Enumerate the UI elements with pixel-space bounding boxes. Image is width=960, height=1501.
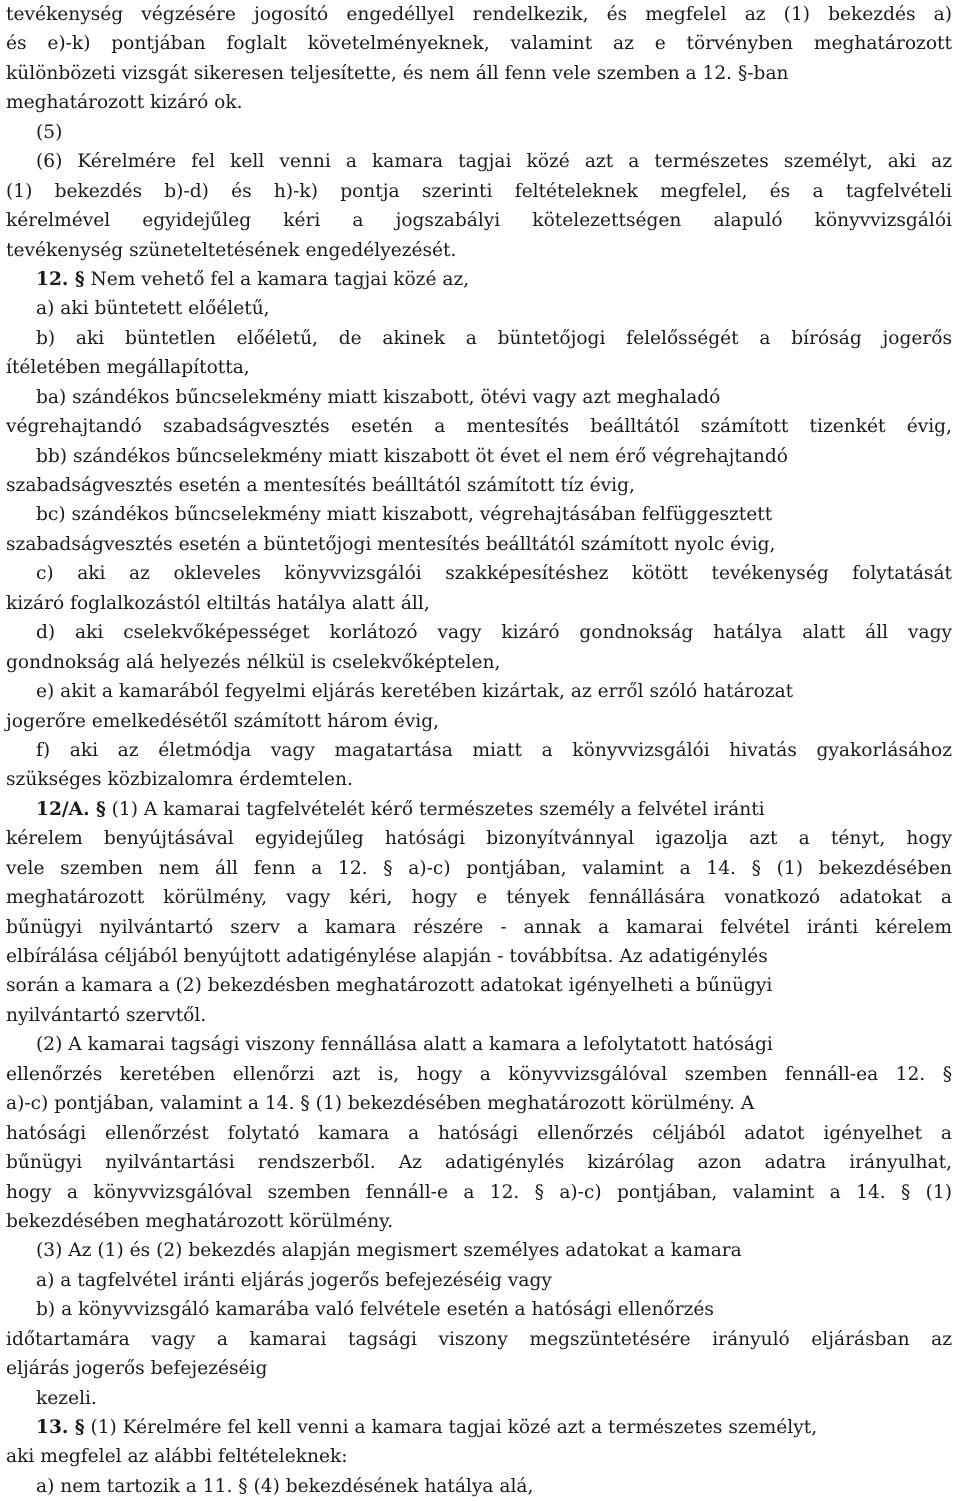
text-line: [6, 1236, 952, 1265]
text-line: [6, 942, 952, 971]
text-line: [6, 0, 952, 29]
text-line: [6, 1119, 952, 1148]
text-line: [6, 177, 952, 206]
line-text: bűnügyi nyilvántartási rendszerből. Az adatigénylés kizárólag azon adatra irányulhat,: [6, 1152, 952, 1174]
line-text: nyilvántartó szervtől.: [6, 1004, 207, 1026]
text-line: [6, 1030, 952, 1059]
line-text: ítéletében megállapította,: [6, 357, 250, 379]
text-line: [6, 1413, 952, 1442]
text-line: [6, 707, 952, 736]
text-line: [6, 1148, 952, 1177]
text-line: [6, 265, 952, 294]
text-line: [6, 1089, 952, 1118]
text-line: [6, 1001, 952, 1030]
text-line: [6, 1266, 952, 1295]
text-line: [6, 353, 952, 382]
section-number: 12. §: [36, 268, 85, 290]
text-line: [6, 1207, 952, 1236]
line-text: a) aki büntetett előéletű,: [36, 298, 270, 320]
line-text: (1) A kamarai tagfelvételét kérő természetes személy a felvétel iránti: [105, 798, 765, 820]
text-line: [6, 412, 952, 441]
text-line: [6, 1472, 952, 1501]
text-line: [6, 648, 952, 677]
text-line: [6, 1295, 952, 1324]
line-text: (1) bekezdés b)-d) és h)-k) pontja szerinti feltételeknek megfelel, és a tagfelvételi: [6, 180, 952, 202]
line-text: (1) Kérelmére fel kell venni a kamara tagjai közé azt a természetes személyt,: [84, 1417, 818, 1438]
line-text: tevékenység szüneteltetésének engedélyezését.: [6, 239, 457, 261]
text-line: [6, 383, 952, 412]
line-text: b) a könyvvizsgáló kamarába való felvétele esetén a hatósági ellenőrzés: [36, 1299, 714, 1321]
line-text: d) aki cselekvőképességet korlátozó vagy kizáró gondnokság hatálya alatt áll vagy: [36, 622, 952, 644]
text-line: [6, 88, 952, 117]
line-text: bc) szándékos bűncselekmény miatt kiszabott, végrehajtásában felfüggesztett: [36, 504, 773, 526]
line-text: hatósági ellenőrzést folytató kamara a hatósági ellenőrzés céljából adatot igényelhet a: [6, 1122, 952, 1144]
text-line: [6, 765, 952, 794]
line-text: tevékenység végzésére jogosító engedéllyel rendelkezik, és megfelel az (1) bekezdés a): [6, 4, 952, 25]
text-line: [6, 118, 952, 147]
line-text: a)-c) pontjában, valamint a 14. § (1) bekezdésében meghatározott körülmény. A: [6, 1093, 755, 1115]
section-number: 12/A. §: [36, 798, 106, 820]
text-line: [6, 500, 952, 529]
line-text: eljárás jogerős befejezéséig: [6, 1358, 268, 1380]
text-line: [6, 1354, 952, 1383]
text-line: [6, 1384, 952, 1413]
line-text: bekezdésében meghatározott körülmény.: [6, 1210, 394, 1232]
line-text: és e)-k) pontjában foglalt követelményeknek, valamint az e törvényben meghatározott: [6, 33, 952, 55]
text-line: [6, 59, 952, 88]
text-line: [6, 824, 952, 853]
line-text: szabadságvesztés esetén a büntetőjogi mentesítés beálltától számított nyolc évig,: [6, 533, 776, 555]
text-line: [6, 736, 952, 765]
text-line: [6, 324, 952, 353]
text-line: [6, 559, 952, 588]
line-text: jogerőre emelkedésétől számított három évig,: [6, 710, 440, 732]
line-text: f) aki az életmódja vagy magatartása miatt a könyvvizsgálói hivatás gyakorlásához: [36, 739, 952, 761]
line-text: meghatározott körülmény, vagy kéri, hogy e tények fennállására vonatkozó adatokat a: [6, 887, 952, 909]
line-text: a) a tagfelvétel iránti eljárás jogerős befejezéséig vagy: [36, 1269, 552, 1291]
line-text: szükséges közbizalomra érdemtelen.: [6, 769, 353, 791]
line-text: különbözeti vizsgát sikeresen teljesítette, és nem áll fenn vele szemben a 12. §-ban: [6, 62, 789, 84]
line-text: elbírálása céljából benyújtott adatigénylése alapján - továbbítsa. Az adatigénylés: [6, 946, 768, 967]
line-text: vele szemben nem áll fenn a 12. § a)-c) pontjában, valamint a 14. § (1) bekezdésében: [6, 857, 952, 879]
line-text: (6) Kérelmére fel kell venni a kamara tagjai közé azt a természetes személyt, aki az: [36, 151, 952, 173]
line-text: kezeli.: [36, 1387, 97, 1409]
text-line: [6, 530, 952, 559]
line-text: (2) A kamarai tagsági viszony fennállása alatt a kamara a lefolytatott hatósági: [36, 1034, 773, 1056]
text-line: [6, 206, 952, 235]
line-text: a) nem tartozik a 11. § (4) bekezdésének hatálya alá,: [36, 1475, 534, 1497]
line-text: végrehajtandó szabadságvesztés esetén a mentesítés beálltától számított tizenkét évig,: [6, 416, 952, 438]
line-text: e) akit a kamarából fegyelmi eljárás keretében kizártak, az erről szóló határozat: [36, 681, 794, 703]
text-line: [6, 883, 952, 912]
line-text: c) aki az okleveles könyvvizsgálói szakképesítéshez kötött tevékenység folytatását: [36, 563, 952, 585]
line-text: kérelmével egyidejűleg kéri a jogszabályi kötelezettségen alapuló könyvvizsgálói: [6, 210, 952, 232]
text-line: [6, 795, 952, 824]
line-text: b) aki büntetlen előéletű, de akinek a büntetőjogi felelősségét a bíróság jogerős: [36, 327, 952, 349]
line-text: kérelem benyújtásával egyidejűleg hatósági bizonyítvánnyal igazolja azt a tényt, hogy: [6, 828, 952, 850]
line-text: Nem vehető fel a kamara tagjai közé az,: [84, 268, 470, 290]
line-text: hogy a könyvvizsgálóval szemben fennáll-e a 12. § a)-c) pontjában, valamint a 14. § (1): [6, 1181, 952, 1203]
text-line: [6, 589, 952, 618]
text-line: [6, 294, 952, 323]
text-line: [6, 29, 952, 58]
text-line: [6, 471, 952, 500]
line-text: ba) szándékos bűncselekmény miatt kiszabott, ötévi vagy azt meghaladó: [36, 386, 721, 408]
line-text: szabadságvesztés esetén a mentesítés beálltától számított tíz évig,: [6, 475, 635, 496]
line-text: kizáró foglalkozástól eltiltás hatálya alatt áll,: [6, 592, 430, 614]
line-text: meghatározott kizáró ok.: [6, 92, 243, 114]
text-line: [6, 971, 952, 1000]
text-line: [6, 1325, 952, 1354]
text-line: [6, 618, 952, 647]
text-line: [6, 854, 952, 883]
text-line: [6, 1442, 952, 1471]
line-text: időtartamára vagy a kamarai tagsági viszony megszüntetésére irányuló eljárásban az: [6, 1328, 952, 1350]
line-text: gondnokság alá helyezés nélkül is cselekvőképtelen,: [6, 651, 501, 673]
text-line: [6, 913, 952, 942]
text-line: [6, 1060, 952, 1089]
text-line: [6, 442, 952, 471]
text-line: [6, 147, 952, 176]
line-text: során a kamara a (2) bekezdésben meghatározott adatokat igényelheti a bűnügyi: [6, 975, 773, 997]
section-number: 13. §: [36, 1417, 85, 1438]
text-line: [6, 236, 952, 265]
line-text: bűnügyi nyilvántartó szerv a kamara részére - annak a kamarai felvétel iránti kérelem: [6, 916, 952, 938]
text-line: [6, 677, 952, 706]
line-text: (3) Az (1) és (2) bekezdés alapján megismert személyes adatokat a kamara: [36, 1240, 742, 1262]
line-text: aki megfelel az alábbi feltételeknek:: [6, 1446, 348, 1468]
line-text: bb) szándékos bűncselekmény miatt kiszabott öt évet el nem érő végrehajtandó: [36, 445, 788, 467]
text-line: [6, 1178, 952, 1207]
line-text: (5): [36, 121, 63, 143]
line-text: ellenőrzés keretében ellenőrzi azt is, hogy a könyvvizsgálóval szemben fennáll-ea 12. §: [6, 1063, 952, 1085]
